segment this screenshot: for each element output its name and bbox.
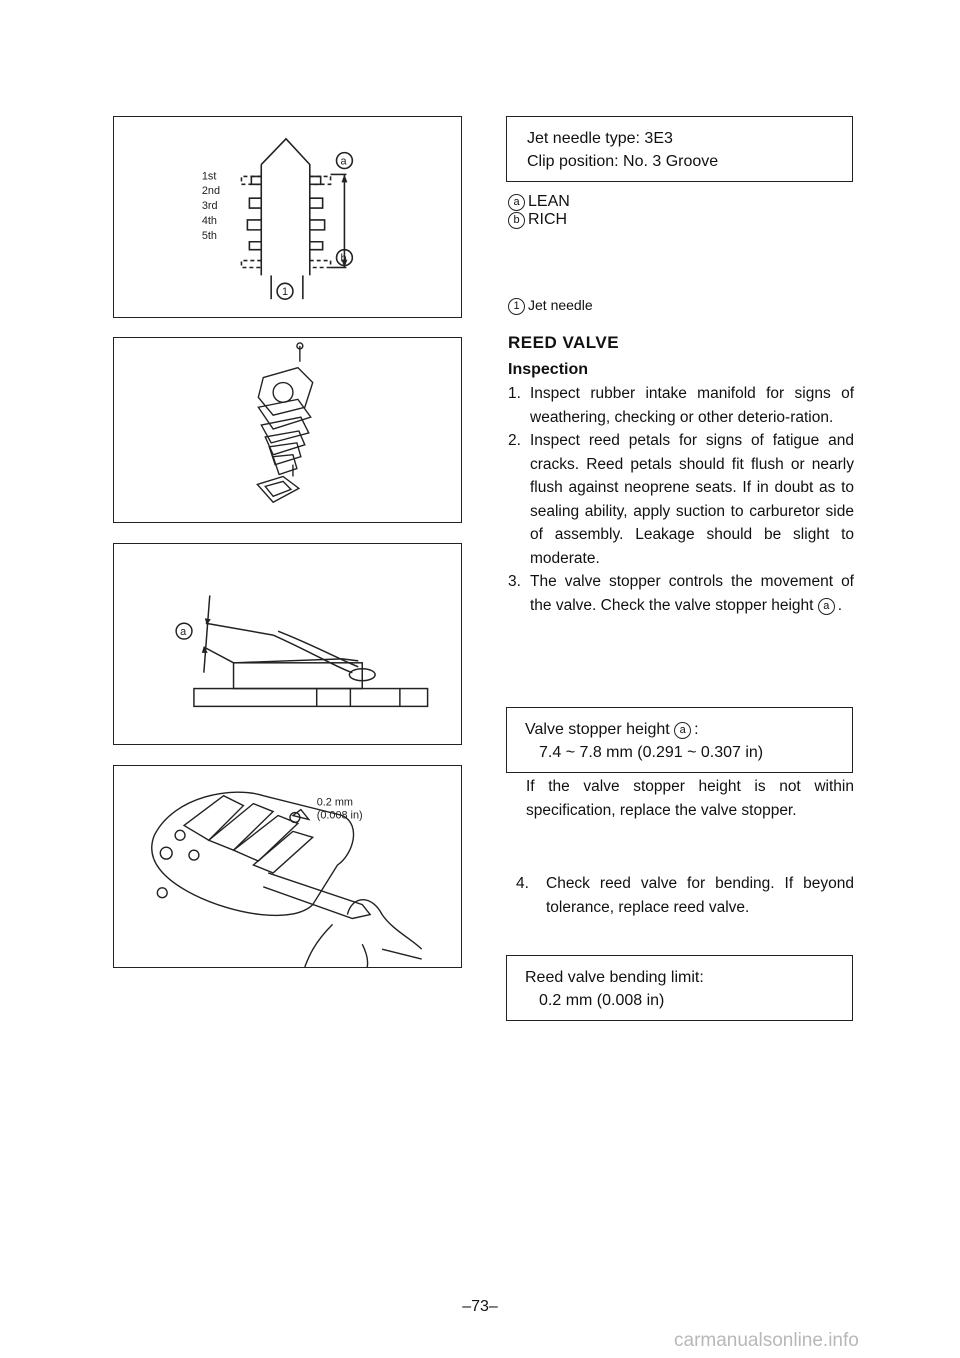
step-4-text: Check reed valve for bending. If beyond tolerance, replace reed valve.	[546, 875, 854, 916]
subsection-title: Inspection	[508, 361, 589, 378]
valve-stopper-spec-box	[506, 707, 853, 773]
watermark: carmanualsonline.info	[674, 1330, 859, 1351]
stopper-spec-label	[525, 718, 852, 741]
legend-lean-text: LEAN	[528, 193, 570, 210]
page-number: –73–	[462, 1298, 498, 1315]
groove-label-2: 2nd	[201, 185, 221, 198]
step-4	[516, 872, 854, 919]
groove-label-1: 1st	[201, 170, 217, 183]
bending-limit-label: Reed valve bending limit:	[525, 969, 704, 986]
step-2-text: Inspect reed petals for signs of fatigue and cracks. Reed petals should fit flush or nearly flush against neoprene seats. If in doubt as to sealing ability, apply suction to carburetor side of assembly. Leakage should be slight to moderate.	[530, 432, 854, 567]
bending-limit-value: 0.2 mm (0.008 in)	[539, 992, 665, 1009]
bending-measure-line1: 0.2 mm	[316, 796, 353, 809]
stopper-spec-marker: a	[674, 722, 691, 739]
groove-label-5: 5th	[201, 229, 217, 242]
step-3-number: 3.	[508, 573, 521, 590]
reed-valve-exploded-drawing	[114, 338, 461, 522]
part-number: 1	[282, 286, 289, 299]
bending-check-drawing	[114, 766, 461, 967]
marker-a: a	[340, 155, 347, 168]
bending-limit-spec-box	[506, 955, 853, 1021]
stopper-marker-a: a	[180, 626, 187, 639]
valve-stopper-height-diagram	[113, 543, 462, 745]
step-2-number: 2.	[508, 432, 521, 449]
stopper-spec-colon: :	[694, 721, 699, 738]
legend-marker-b: b	[508, 212, 525, 229]
reed-valve-exploded-diagram	[113, 337, 462, 523]
groove-label-3: 3rd	[201, 200, 218, 213]
valve-stopper-drawing	[114, 544, 461, 744]
jet-needle-spec-box	[506, 116, 853, 182]
jet-needle-drawing	[114, 117, 461, 317]
jet-needle-diagram	[113, 116, 462, 318]
bending-measure-line2: (0.008 in)	[316, 809, 363, 822]
step-1	[508, 382, 854, 429]
part-legend	[508, 293, 593, 317]
jet-needle-type: Jet needle type: 3E3	[527, 130, 673, 147]
legend-rich-text: RICH	[528, 211, 568, 228]
stopper-spec-value: 7.4 ~ 7.8 mm (0.291 ~ 0.307 in)	[539, 744, 764, 761]
step-3	[508, 570, 854, 617]
stopper-spec-label-text: Valve stopper height	[525, 721, 670, 738]
stopper-note: If the valve stopper height is not within specification, replace the valve stopper.	[526, 778, 854, 819]
part-legend-text: Jet needle	[528, 297, 593, 313]
step-3-marker: a	[818, 598, 835, 615]
reed-bending-check-diagram	[113, 765, 462, 968]
step-2	[508, 429, 854, 570]
clip-position: Clip position: No. 3 Groove	[527, 153, 719, 170]
step-4-number: 4.	[516, 875, 529, 892]
step-3-text: The valve stopper controls the movement of the valve. Check the valve stopper height	[530, 573, 854, 614]
step-3-suffix: .	[837, 596, 843, 614]
step-1-number: 1.	[508, 385, 521, 402]
marker-b: b	[340, 252, 347, 265]
part-legend-marker: 1	[508, 298, 525, 315]
section-title: REED VALVE	[508, 333, 620, 352]
legend-marker-a: a	[508, 194, 525, 211]
inspection-steps	[508, 382, 854, 617]
step-1-text: Inspect rubber intake manifold for signs of weathering, checking or other deterio-ration.	[530, 385, 854, 426]
groove-label-4: 4th	[201, 214, 217, 227]
legend-rich	[508, 208, 567, 232]
